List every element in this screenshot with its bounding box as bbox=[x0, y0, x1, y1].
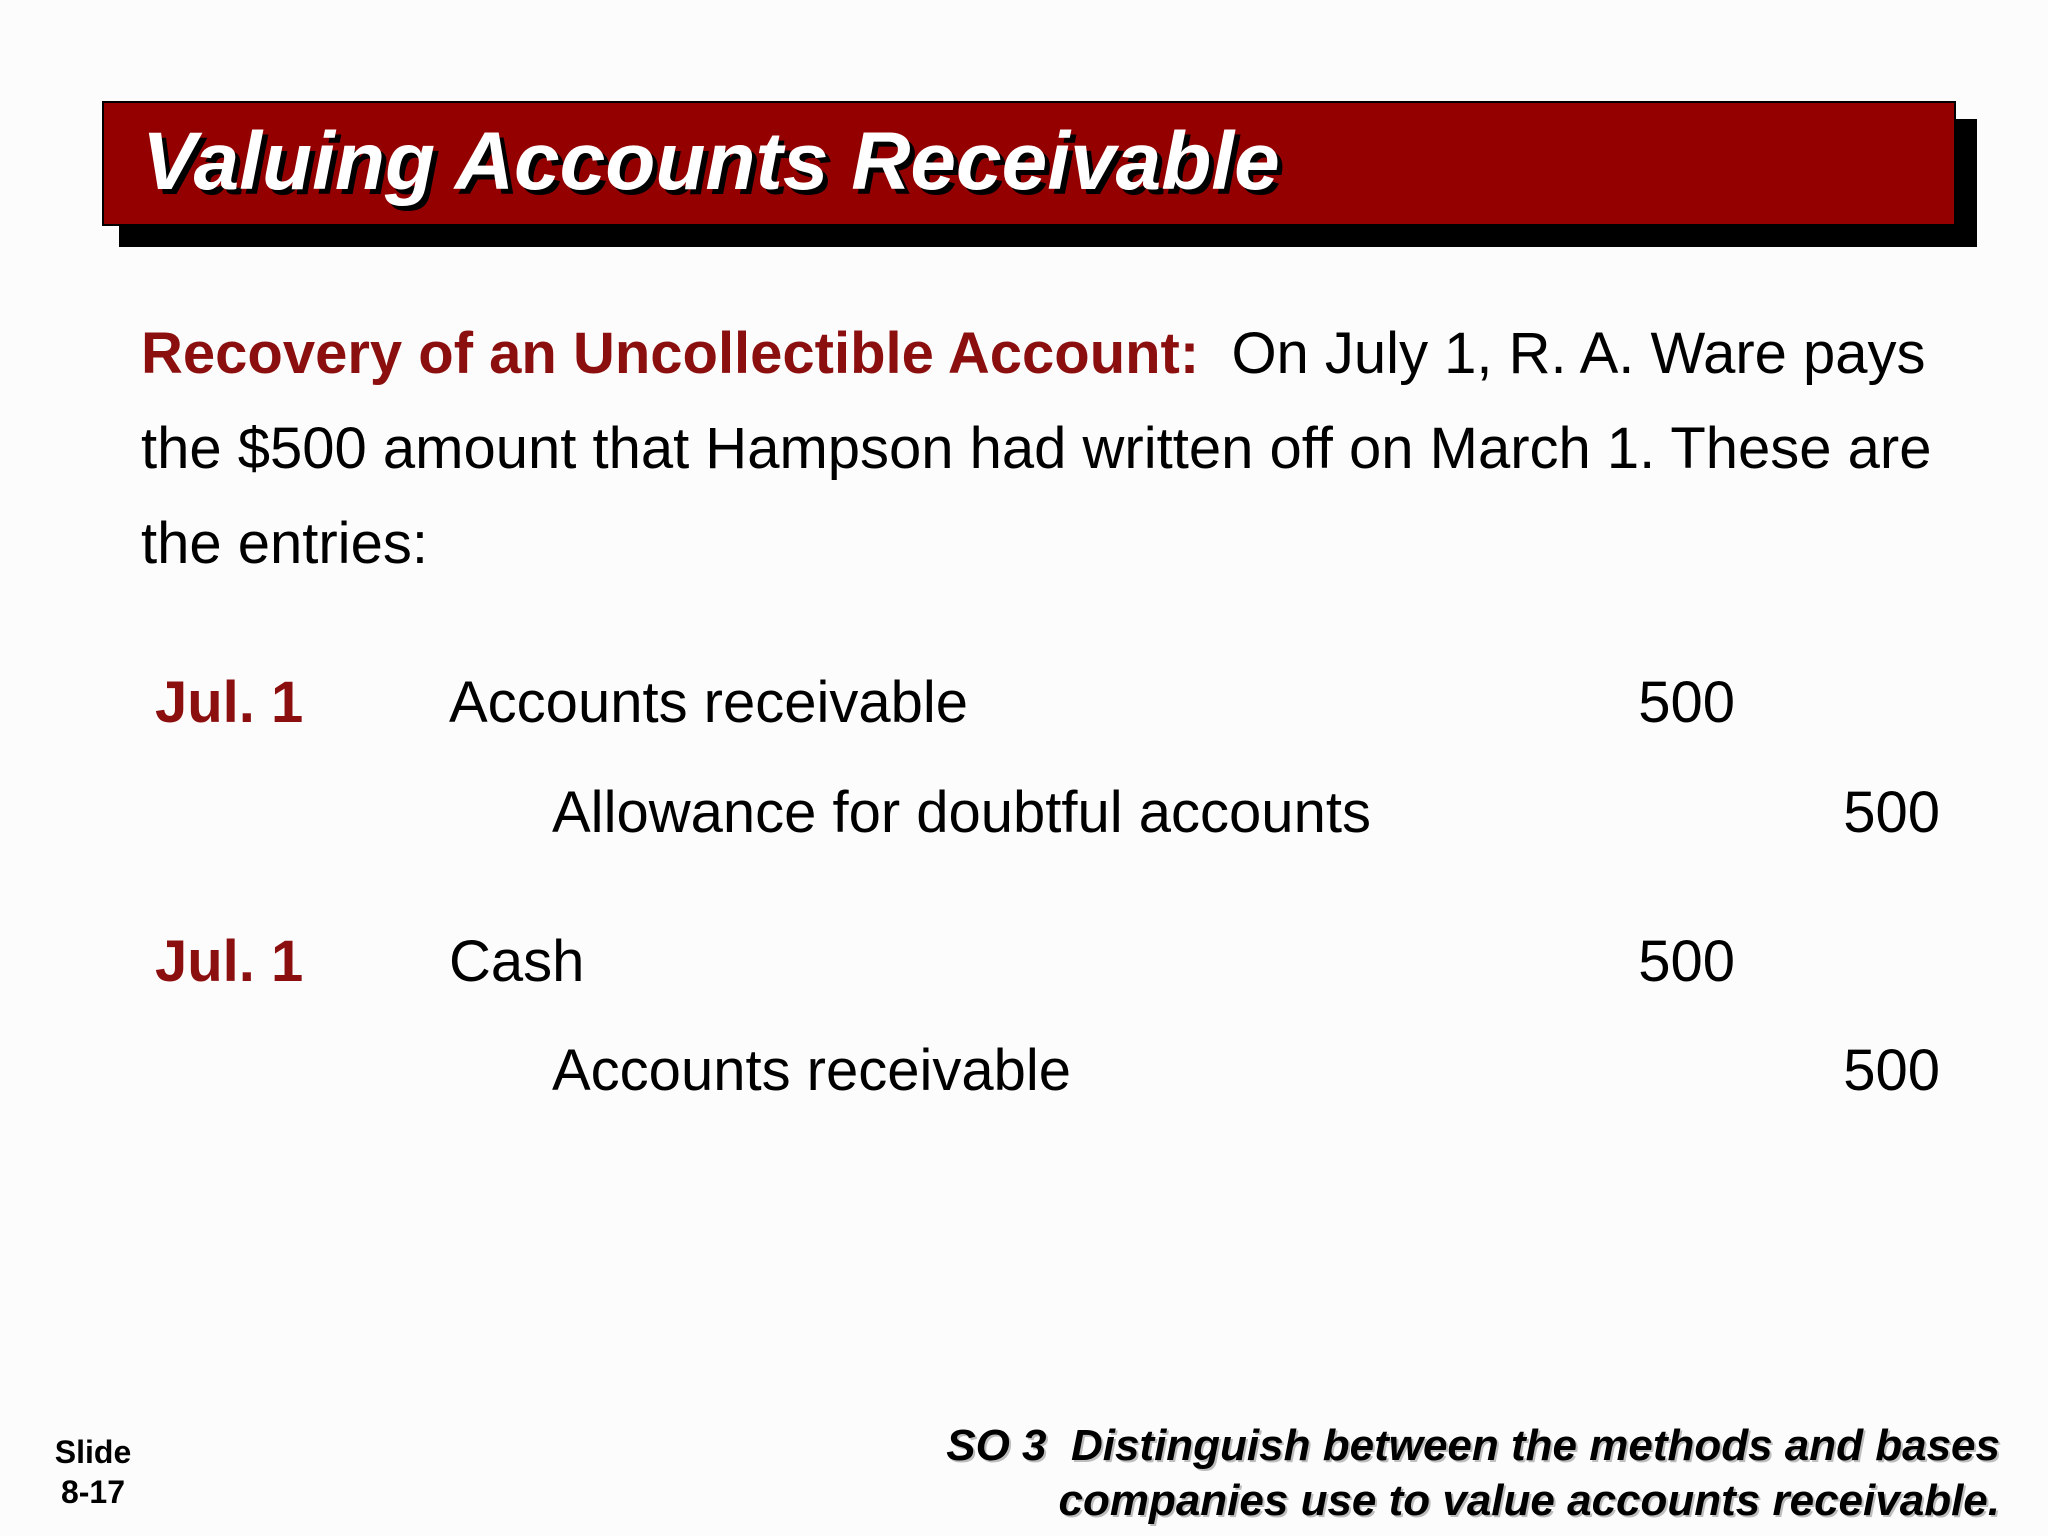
entry-1-debit-account: Accounts receivable bbox=[449, 670, 969, 735]
objective-line-2: companies use to value accounts receivable. bbox=[1058, 1476, 2000, 1525]
entry-2-credit-account: Accounts receivable bbox=[552, 1038, 1072, 1103]
entry-1-debit-amount: 500 bbox=[1638, 670, 1735, 735]
entry-2-date: Jul. 1 bbox=[155, 929, 304, 994]
entry-1-date: Jul. 1 bbox=[155, 670, 304, 735]
slide-number: 8-17 bbox=[60, 1474, 126, 1510]
intro-text: On July 1, R. A. Ware pays the $500 amount that Hampson had written off on March 1. These are the entries: bbox=[141, 321, 1932, 576]
entry-2-credit-amount: 500 bbox=[1843, 1038, 1940, 1103]
intro-lead: Recovery of an Uncollectible Account: bbox=[141, 321, 1200, 386]
slide-number-label bbox=[38, 1432, 148, 1512]
entry-2-debit-account: Cash bbox=[449, 929, 585, 994]
slide-label-text: Slide bbox=[54, 1434, 132, 1470]
entry-1-credit-amount: 500 bbox=[1843, 780, 1940, 845]
slide-title: Valuing Accounts Receivable bbox=[142, 116, 1280, 207]
entry-1-credit-account: Allowance for doubtful accounts bbox=[552, 780, 1371, 845]
study-objective bbox=[700, 1418, 2000, 1528]
objective-line-1: SO 3 Distinguish between the methods and bases bbox=[946, 1421, 2000, 1470]
entry-2-debit-amount: 500 bbox=[1638, 929, 1735, 994]
